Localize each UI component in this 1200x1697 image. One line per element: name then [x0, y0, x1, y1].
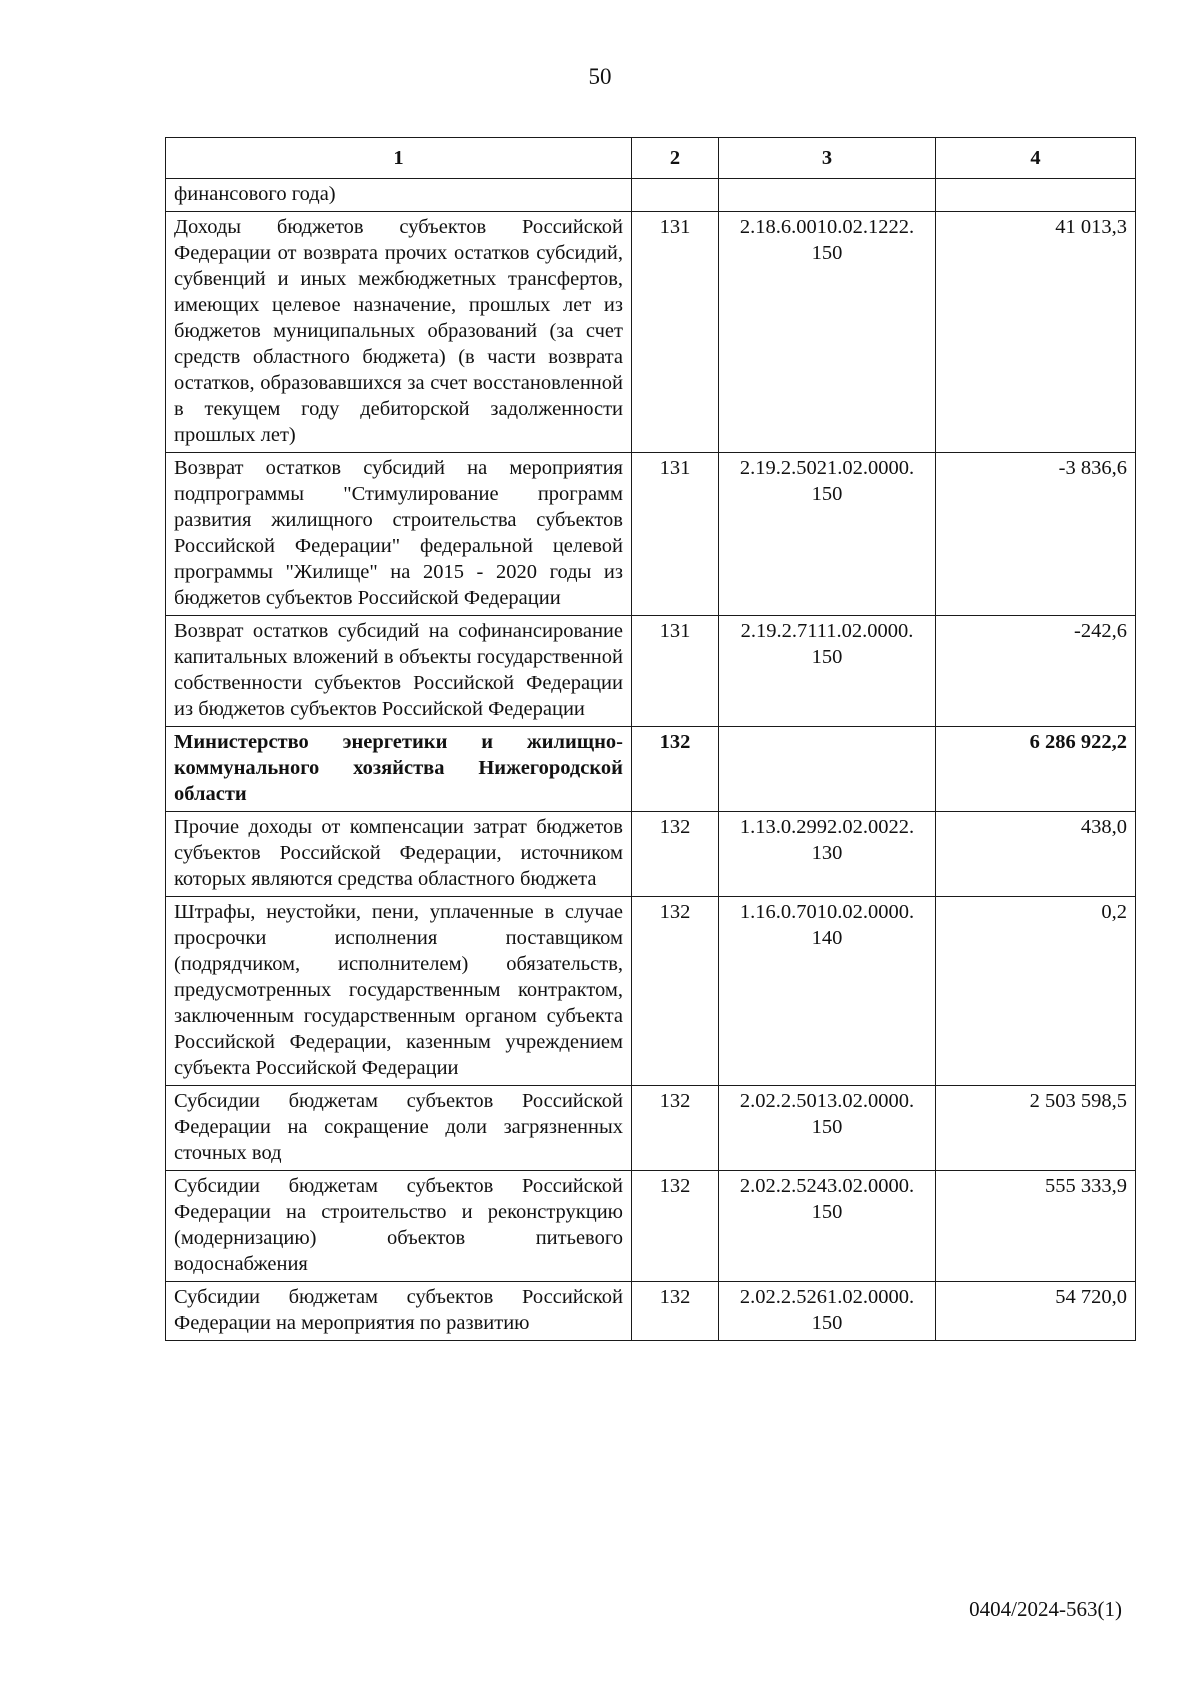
row-amount: 0,2 [936, 897, 1136, 1086]
table-row [166, 1282, 1136, 1341]
row-name: Субсидии бюджетам субъектов Российской Федерации на строительство и реконструкцию (модернизацию) объектов питьевого водоснабжения [166, 1171, 632, 1282]
table-row [166, 179, 1136, 212]
row-amount: 2 503 598,5 [936, 1086, 1136, 1171]
row-amount: -242,6 [936, 616, 1136, 727]
row-admin-code: 131 [632, 212, 719, 453]
budget-revenue-table [165, 137, 1136, 1341]
row-budget-code: 2.19.2.7111.02.0000. 150 [719, 616, 936, 727]
row-admin-code: 131 [632, 616, 719, 727]
table-row [166, 616, 1136, 727]
row-admin-code: 132 [632, 727, 719, 812]
row-name: Возврат остатков субсидий на мероприятия подпрограммы "Стимулирование программ развития жилищного строительства субъектов Российской Федерации" федеральной целевой программы "Жилище" на 2015 - 2020 годы из бюджетов субъектов Российской Федерации [166, 453, 632, 616]
row-name: Штрафы, неустойки, пени, уплаченные в случае просрочки исполнения поставщиком (подрядчиком, исполнителем) обязательств, предусмотренных государственным контрактом, заключенным государственным органом субъекта Российской Федерации, казенным учреждением субъекта Российской Федерации [166, 897, 632, 1086]
table-header-row [166, 138, 1136, 179]
row-amount: 6 286 922,2 [936, 727, 1136, 812]
table-row [166, 897, 1136, 1086]
row-amount [936, 179, 1136, 212]
row-name: финансового года) [166, 179, 632, 212]
row-amount: 54 720,0 [936, 1282, 1136, 1341]
row-amount: 41 013,3 [936, 212, 1136, 453]
row-name: Субсидии бюджетам субъектов Российской Федерации на мероприятия по развитию [166, 1282, 632, 1341]
row-budget-code [719, 727, 936, 812]
row-budget-code: 2.19.2.5021.02.0000. 150 [719, 453, 936, 616]
row-amount: 555 333,9 [936, 1171, 1136, 1282]
column-header-1: 1 [166, 138, 632, 179]
table-row [166, 1171, 1136, 1282]
row-admin-code: 131 [632, 453, 719, 616]
row-budget-code: 2.18.6.0010.02.1222. 150 [719, 212, 936, 453]
table-row [166, 212, 1136, 453]
table-row [166, 453, 1136, 616]
row-budget-code: 1.16.0.7010.02.0000. 140 [719, 897, 936, 1086]
table-row-ministry-total [166, 727, 1136, 812]
column-header-3: 3 [719, 138, 936, 179]
table-row [166, 1086, 1136, 1171]
row-name: Доходы бюджетов субъектов Российской Федерации от возврата прочих остатков субсидий, субвенций и иных межбюджетных трансфертов, имеющих целевое назначение, прошлых лет из бюджетов муниципальных образований (за счет средств областного бюджета) (в части возврата остатков, образовавшихся за счет восстановленной в текущем году дебиторской задолженности прошлых лет) [166, 212, 632, 453]
row-name: Субсидии бюджетам субъектов Российской Федерации на сокращение доли загрязненных сточных вод [166, 1086, 632, 1171]
row-name: Возврат остатков субсидий на софинансирование капитальных вложений в объекты государственной собственности субъектов Российской Федерации из бюджетов субъектов Российской Федерации [166, 616, 632, 727]
column-header-4: 4 [936, 138, 1136, 179]
row-admin-code: 132 [632, 1171, 719, 1282]
row-admin-code: 132 [632, 812, 719, 897]
table-row [166, 812, 1136, 897]
row-admin-code [632, 179, 719, 212]
row-admin-code: 132 [632, 1086, 719, 1171]
row-name: Прочие доходы от компенсации затрат бюджетов субъектов Российской Федерации, источником которых являются средства областного бюджета [166, 812, 632, 897]
row-budget-code: 2.02.2.5013.02.0000. 150 [719, 1086, 936, 1171]
row-name: Министерство энергетики и жилищно-коммунального хозяйства Нижегородской области [166, 727, 632, 812]
row-admin-code: 132 [632, 1282, 719, 1341]
row-budget-code: 2.02.2.5261.02.0000. 150 [719, 1282, 936, 1341]
page-number: 50 [588, 64, 612, 89]
row-amount: 438,0 [936, 812, 1136, 897]
row-amount: -3 836,6 [936, 453, 1136, 616]
document-id: 0404/2024-563(1) [969, 1597, 1122, 1621]
row-admin-code: 132 [632, 897, 719, 1086]
row-budget-code: 1.13.0.2992.02.0022. 130 [719, 812, 936, 897]
row-budget-code [719, 179, 936, 212]
row-budget-code: 2.02.2.5243.02.0000. 150 [719, 1171, 936, 1282]
column-header-2: 2 [632, 138, 719, 179]
